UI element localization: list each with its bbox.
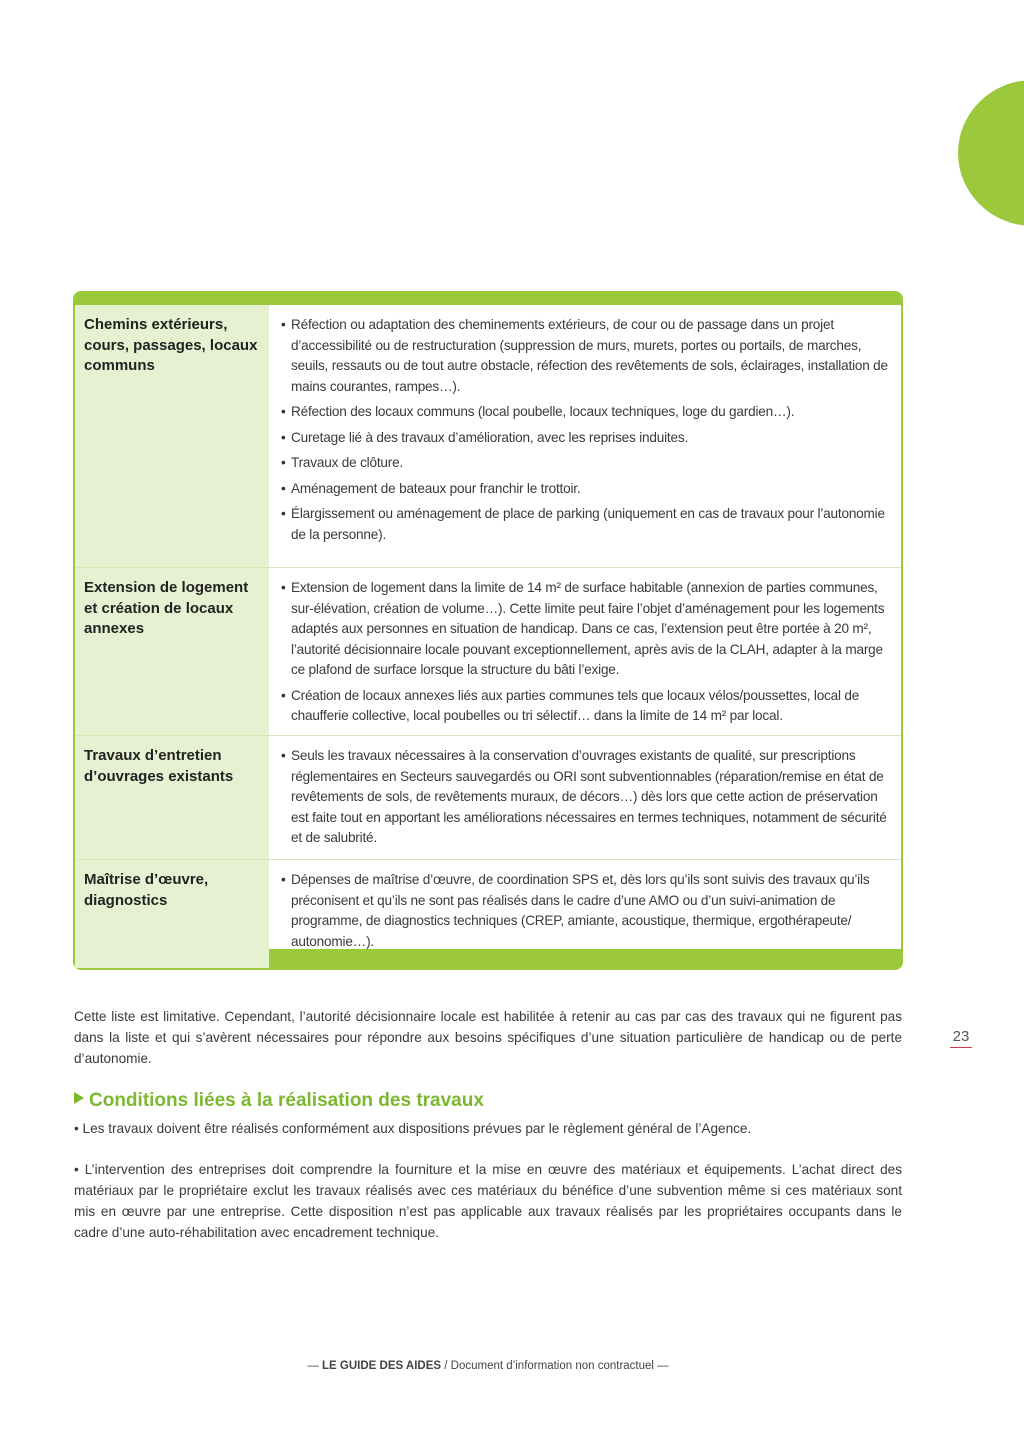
bullet-list [281,578,891,727]
footer-dash: — [657,1360,669,1372]
list-item: • Travaux de clôture. [281,453,891,474]
bullet-list [281,746,891,849]
section-title: Conditions liées à la réalisation des travaux [89,1090,484,1111]
table-row [75,568,901,736]
table-row [75,736,901,860]
row-label: Extension de logement et création de locaux annexes [75,568,269,735]
works-table-body [75,305,901,949]
bullet-list [281,870,891,952]
list-item: • Réfection des locaux communs (local poubelle, locaux techniques, loge du gardien…). [281,402,891,423]
footer-brand: LE GUIDE DES AIDES [322,1360,442,1372]
list-item: • Élargissement ou aménagement de place de parking (uniquement en cas de travaux pour l’autonomie de la personne). [281,504,891,545]
list-item: • Seuls les travaux nécessaires à la conservation d’ouvrages existants de qualité, sur prescriptions réglementaires en Secteurs sauvegardés ou ORI sont subventionnables (réparation/remise en état de revêtements de sols, de revêtements muraux, de décors…) dès lors que cette action de préservation est faite tout en apportant les améliorations nécessaires en termes techniques, notamment de sécurité et de salubrité. [281,746,891,849]
footer-dash: — [307,1360,319,1372]
row-label: Maîtrise d’œuvre, diagnostics [75,860,269,968]
list-item: • Curetage lié à des travaux d’amélioration, avec les reprises induites. [281,428,891,449]
row-label: Chemins extérieurs, cours, passages, locaux communs [75,305,269,567]
page-footer [0,1360,976,1372]
list-item: • Dépenses de maîtrise d’œuvre, de coordination SPS et, dès lors qu’ils sont suivis des travaux qu’ils préconisent et qu’ils ne sont pas réalisés dans le cadre d’une AMO ou d’un suivi-animation de programme, de diagnostics techniques (CREP, amiante, acoustique, thermique, ergothérapeute/ autonomie…). [281,870,891,952]
list-item: • Aménagement de bateaux pour franchir le trottoir. [281,479,891,500]
row-content [269,736,901,859]
row-label: Travaux d’entretien d’ouvrages existants [75,736,269,859]
list-item: • Création de locaux annexes liés aux parties communes tels que locaux vélos/poussettes, local de chaufferie collective, local poubelles ou tri sélectif… dans la limite de 14 m² par local. [281,686,891,727]
bullet-list [281,315,891,545]
row-content [269,305,901,567]
row-content [269,860,901,968]
section-heading [74,1088,902,1114]
condition-paragraph: • Les travaux doivent être réalisés conformément aux dispositions prévues par le règlement général de l’Agence. [74,1121,752,1136]
works-table [73,291,903,970]
table-row [75,860,901,968]
condition-paragraph: • L’intervention des entreprises doit comprendre la fourniture et la mise en œuvre des matériaux et équipements. L’achat direct des matériaux par le propriétaire exclut les travaux réalisés avec ces matériaux du bénéfice d’une subvention même si ces matériaux sont mis en œuvre par une entreprise. Cette disposition n’est pas applicable aux travaux réalisés par les propriétaires occupants dans le cadre d’une auto-réhabilitation avec encadrement technique. [74,1162,902,1240]
list-item: • Extension de logement dans la limite de 14 m² de surface habitable (annexion de parties communes, sur-élévation, création de volume…). Cette limite peut faire l’objet d’aménagement pour les logements adaptés aux personnes en situation de handicap. Dans ce cas, l’extension peut être portée à 20 m², l’autorité décisionnaire locale pouvant exceptionnellement, après avis de la CLAH, adapter à la marge ce plafond de surface lorsque la structure du bâti l’exige. [281,578,891,681]
list-item: • Réfection ou adaptation des cheminements extérieurs, de cour ou de passage dans un projet d’accessibilité ou de restructuration (suppression de murs, murets, portes ou portails, de marches, seuils, ressauts ou de tout autre obstacle, réfection des revêtements de sols, éclairages, installation de mains courantes, rampes…). [281,315,891,397]
table-row [75,305,901,568]
page-number: 23 [950,1028,972,1048]
triangle-arrow-icon [74,1092,84,1104]
corner-decoration [958,80,1024,226]
intro-paragraph: Cette liste est limitative. Cependant, l’autorité décisionnaire locale est habilitée à retenir au cas par cas des travaux qui ne figurent pas dans la liste et qui s’avèrent nécessaires pour répondre aux besoins spécifiques d’une situation particulière de handicap ou de perte d’autonomie. [74,1009,902,1066]
row-content [269,568,901,735]
footer-text: / Document d’information non contractuel [444,1360,654,1372]
